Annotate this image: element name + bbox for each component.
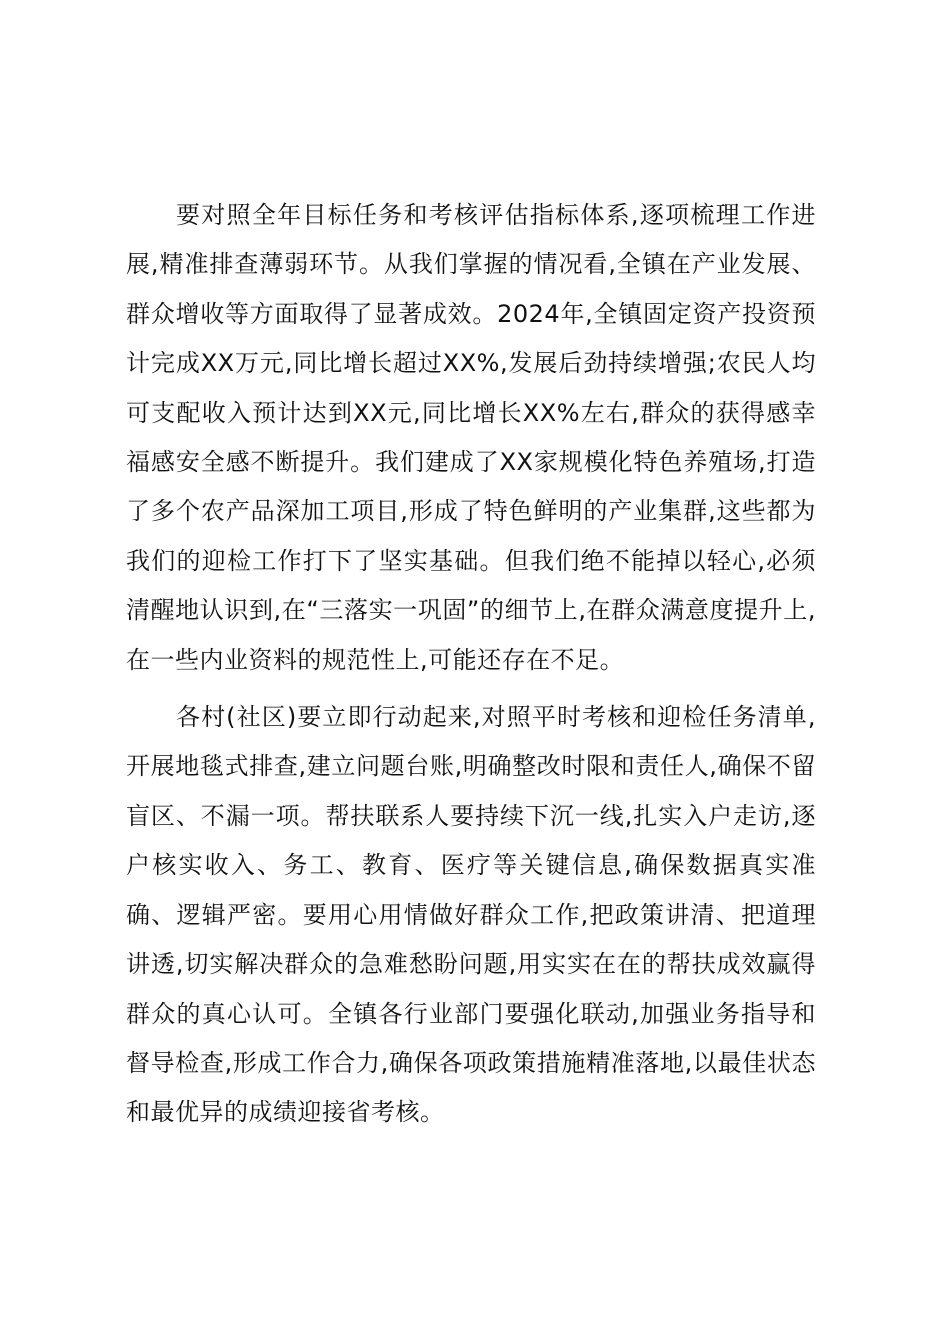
paragraph-2: 各村(社区)要立即行动起来,对照平时考核和迎检任务清单,开展地毯式排查,建立问题台账,明确整改时限和责任人,确保不留盲区、不漏一项。帮扶联系人要持续下沉一线,扎实入户走访,逐户核实收入、务工、教育、医疗等关键信息,确保数据真实准确、逻辑严密。要用心用情做好群众工作,把政策讲清、把道理讲透,切实解决群众的急难愁盼问题,用实实在在的帮扶成效赢得群众的真心认可。全镇各行业部门要强化联动,加强业务指导和督导检查,形成工作合力,确保各项政策措施精准落地,以最佳状态和最优异的成绩迎接省考核。 (126, 703, 816, 1127)
document-body (126, 191, 816, 1138)
paragraph-1: 要对照全年目标任务和考核评估指标体系,逐项梳理工作进展,精准排查薄弱环节。从我们掌握的情况看,全镇在产业发展、群众增收等方面取得了显著成效。2024年,全镇固定资产投资预计完成XX万元,同比增长超过XX%,发展后劲持续增强;农民人均可支配收入预计达到XX元,同比增长XX%左右,群众的获得感幸福感安全感不断提升。我们建成了XX家规模化特色养殖场,打造了多个农产品深加工项目,形成了特色鲜明的产业集群,这些都为我们的迎检工作打下了坚实基础。但我们绝不能掉以轻心,必须清醒地认识到,在“三落实一巩固”的细节上,在群众满意度提升上,在一些内业资料的规范性上,可能还存在不足。 (126, 201, 816, 674)
